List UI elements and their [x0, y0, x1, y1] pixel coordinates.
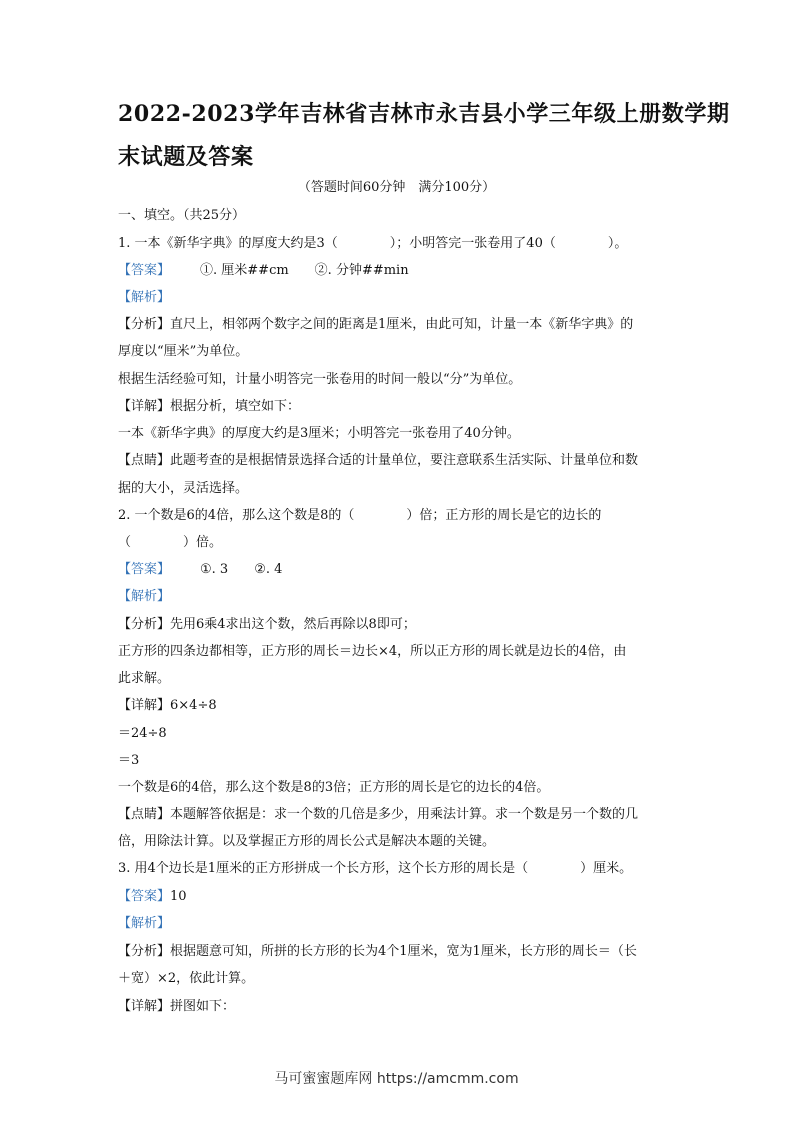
q3-fenxi-line-1 [118, 945, 637, 958]
fenxi-tag: 【分析】 [118, 317, 171, 332]
q2-analysis-tag: 【解析】 [118, 589, 171, 604]
q2-dianjing-text: 本题解答依据是：求一个数的几倍是多少，用乘法计算。求一个数是另一个数的几 [170, 807, 639, 822]
q3-fenxi-text: 根据题意可知，所拼的长方形的长为4个1厘米，宽为1厘米，长方形的周长＝（长 [170, 944, 637, 959]
q1-xiangjie-line-1 [118, 400, 300, 413]
q2-answer [118, 563, 282, 576]
fenxi-tag: 【分析】 [118, 617, 171, 632]
q3-xiangjie-line-1 [118, 1000, 235, 1013]
document-title-line-1: 2022-2023学年吉林省吉林市永吉县小学三年级上册数学期 [118, 101, 730, 127]
q3-analysis-tag: 【解析】 [118, 916, 171, 931]
section-heading-fill-blank: 一、填空。（共25分） [118, 208, 246, 223]
answer-tag: 【答案】 [118, 562, 171, 577]
answer-tag: 【答案】 [118, 889, 171, 904]
q1-question: 1. 一本《新华字典》的厚度大约是3（ ）；小明答完一张卷用了40（ ）。 [118, 236, 628, 251]
xiangjie-tag: 【详解】 [118, 999, 171, 1014]
q2-fenxi-text: 先用6乘4求出这个数，然后再除以8即可； [170, 617, 416, 632]
q1-dianjing-line-1 [118, 454, 638, 467]
q2-xiangjie-line-1 [118, 699, 217, 712]
q1-dianjing-line-2: 据的大小，灵活选择。 [118, 481, 249, 496]
document-title-line-2: 末试题及答案 [118, 144, 254, 170]
q3-question: 3. 用4个边长是1厘米的正方形拼成一个长方形，这个长方形的周长是（ ）厘米。 [118, 861, 633, 876]
q3-answer-text: 10 [170, 889, 187, 904]
q2-answer-text: ①. 3 ②. 4 [200, 562, 283, 577]
xiangjie-tag: 【详解】 [118, 399, 171, 414]
q2-xiangjie-text: 6×4÷8 [170, 698, 217, 713]
q2-fenxi-line-1 [118, 618, 416, 631]
q2-xiangjie-line-3: ＝3 [118, 753, 140, 768]
q3-answer [118, 890, 187, 903]
q1-analysis-tag: 【解析】 [118, 290, 171, 305]
dianjing-tag: 【点睛】 [118, 807, 171, 822]
exam-info: （答题时间60分钟 满分100分） [297, 180, 496, 195]
footer-watermark: 马可蜜蜜题库网 https://amcmm.com [274, 1071, 519, 1087]
q1-fenxi-line-3: 根据生活经验可知，计量小明答完一张卷用的时间一般以“分”为单位。 [118, 372, 522, 387]
answer-tag: 【答案】 [118, 263, 171, 278]
q1-fenxi-line-1 [118, 318, 633, 331]
q1-xiangjie-line-2: 一本《新华字典》的厚度大约是3厘米；小明答完一张卷用了40分钟。 [118, 426, 520, 441]
fenxi-tag: 【分析】 [118, 944, 171, 959]
q2-question-line-2: （ ）倍。 [118, 535, 223, 550]
q2-xiangjie-line-2: ＝24÷8 [118, 726, 167, 741]
xiangjie-tag: 【详解】 [118, 698, 171, 713]
q1-fenxi-line-2: 厚度以“厘米”为单位。 [118, 344, 249, 359]
q1-dianjing-text: 此题考查的是根据情景选择合适的计量单位，要注意联系生活实际、计量单位和数 [170, 453, 639, 468]
q2-fenxi-line-2: 正方形的四条边都相等，正方形的周长＝边长×4，所以正方形的周长就是边长的4倍，由 [118, 644, 627, 659]
q2-question-line-1: 2. 一个数是6的4倍，那么这个数是8的（ ）倍；正方形的周长是它的边长的 [118, 508, 602, 523]
q1-answer [118, 264, 409, 277]
q2-dianjing-line-2: 倍，用除法计算。以及掌握正方形的周长公式是解决本题的关键。 [118, 834, 496, 849]
q3-fenxi-line-2: ＋宽）×2，依此计算。 [118, 971, 255, 986]
dianjing-tag: 【点睛】 [118, 453, 171, 468]
q2-fenxi-line-3: 此求解。 [118, 671, 171, 686]
q1-xiangjie-text: 根据分析，填空如下： [170, 399, 301, 414]
q2-dianjing-line-1 [118, 808, 638, 821]
q2-xiangjie-line-4: 一个数是6的4倍，那么这个数是8的3倍；正方形的周长是它的边长的4倍。 [118, 780, 550, 795]
q1-fenxi-text: 直尺上，相邻两个数字之间的距离是1厘米，由此可知，计量一本《新华字典》的 [170, 317, 634, 332]
q3-xiangjie-text: 拼图如下： [170, 999, 236, 1014]
q1-answer-text: ①. 厘米##cm ②. 分钟##min [200, 263, 409, 278]
